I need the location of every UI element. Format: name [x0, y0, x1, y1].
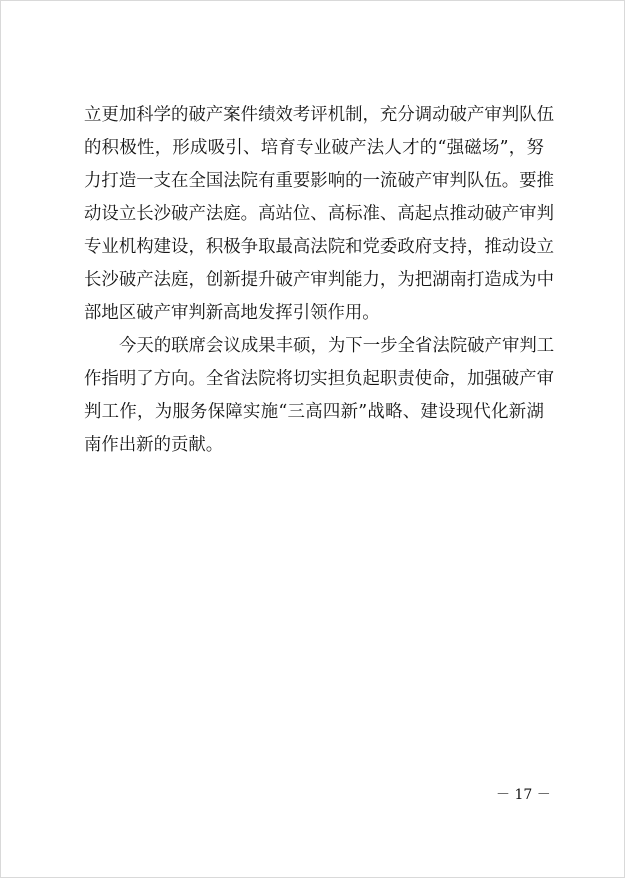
text-line: 长 沙 破 产 法 庭 ， 创 新 提 升 破 产 审 判 能 力 ， 为 把 湖 南 打 造 成 为 中	[84, 270, 554, 290]
page-number: － 17 －	[496, 787, 551, 803]
text-line: 判 工 作 ， 为 服 务 保 障 实 施 “ 三 高 四 新 ” 战 略 、 建 设 现 代 化 新 湖	[84, 402, 544, 422]
paragraph-2	[84, 330, 555, 462]
text-line: 部地区破产审判新高地发挥引领作用。	[84, 303, 380, 323]
text-line: 作 指 明 了 方 向 。 全 省 法 院 将 切 实 担 负 起 职 责 使 命 ， 加 强 破 产 审	[84, 369, 554, 389]
text-line: 立 更 加 科 学 的 破 产 案 件 绩 效 考 评 机 制 ， 充 分 调 动 破 产 审 判 队 伍	[84, 105, 554, 125]
paragraph-1	[84, 99, 554, 330]
text-line: 专 业 机 构 建 设 ， 积 极 争 取 最 高 法 院 和 党 委 政 府 支 持 ， 推 动 设 立	[84, 237, 554, 257]
document-body	[84, 99, 555, 462]
text-line: 动 设 立 长 沙 破 产 法 庭 。 高 站 位 、 高 标 准 、 高 起 点 推 动 破 产 审 判	[84, 204, 554, 224]
text-line: 力 打 造 一 支 在 全 国 法 院 有 重 要 影 响 的 一 流 破 产 审 判 队 伍 。 要 推	[84, 171, 554, 191]
text-line: 今 天 的 联 席 会 议 成 果 丰 硕 ， 为 下 一 步 全 省 法 院 破 产 审 判 工	[119, 336, 555, 356]
text-line: 的 积 极 性 ， 形 成 吸 引 、 培 育 专 业 破 产 法 人 才 的 “ 强 磁 场 ” ， 努	[84, 138, 544, 158]
text-line: 南作出新的贡献。	[84, 435, 224, 455]
